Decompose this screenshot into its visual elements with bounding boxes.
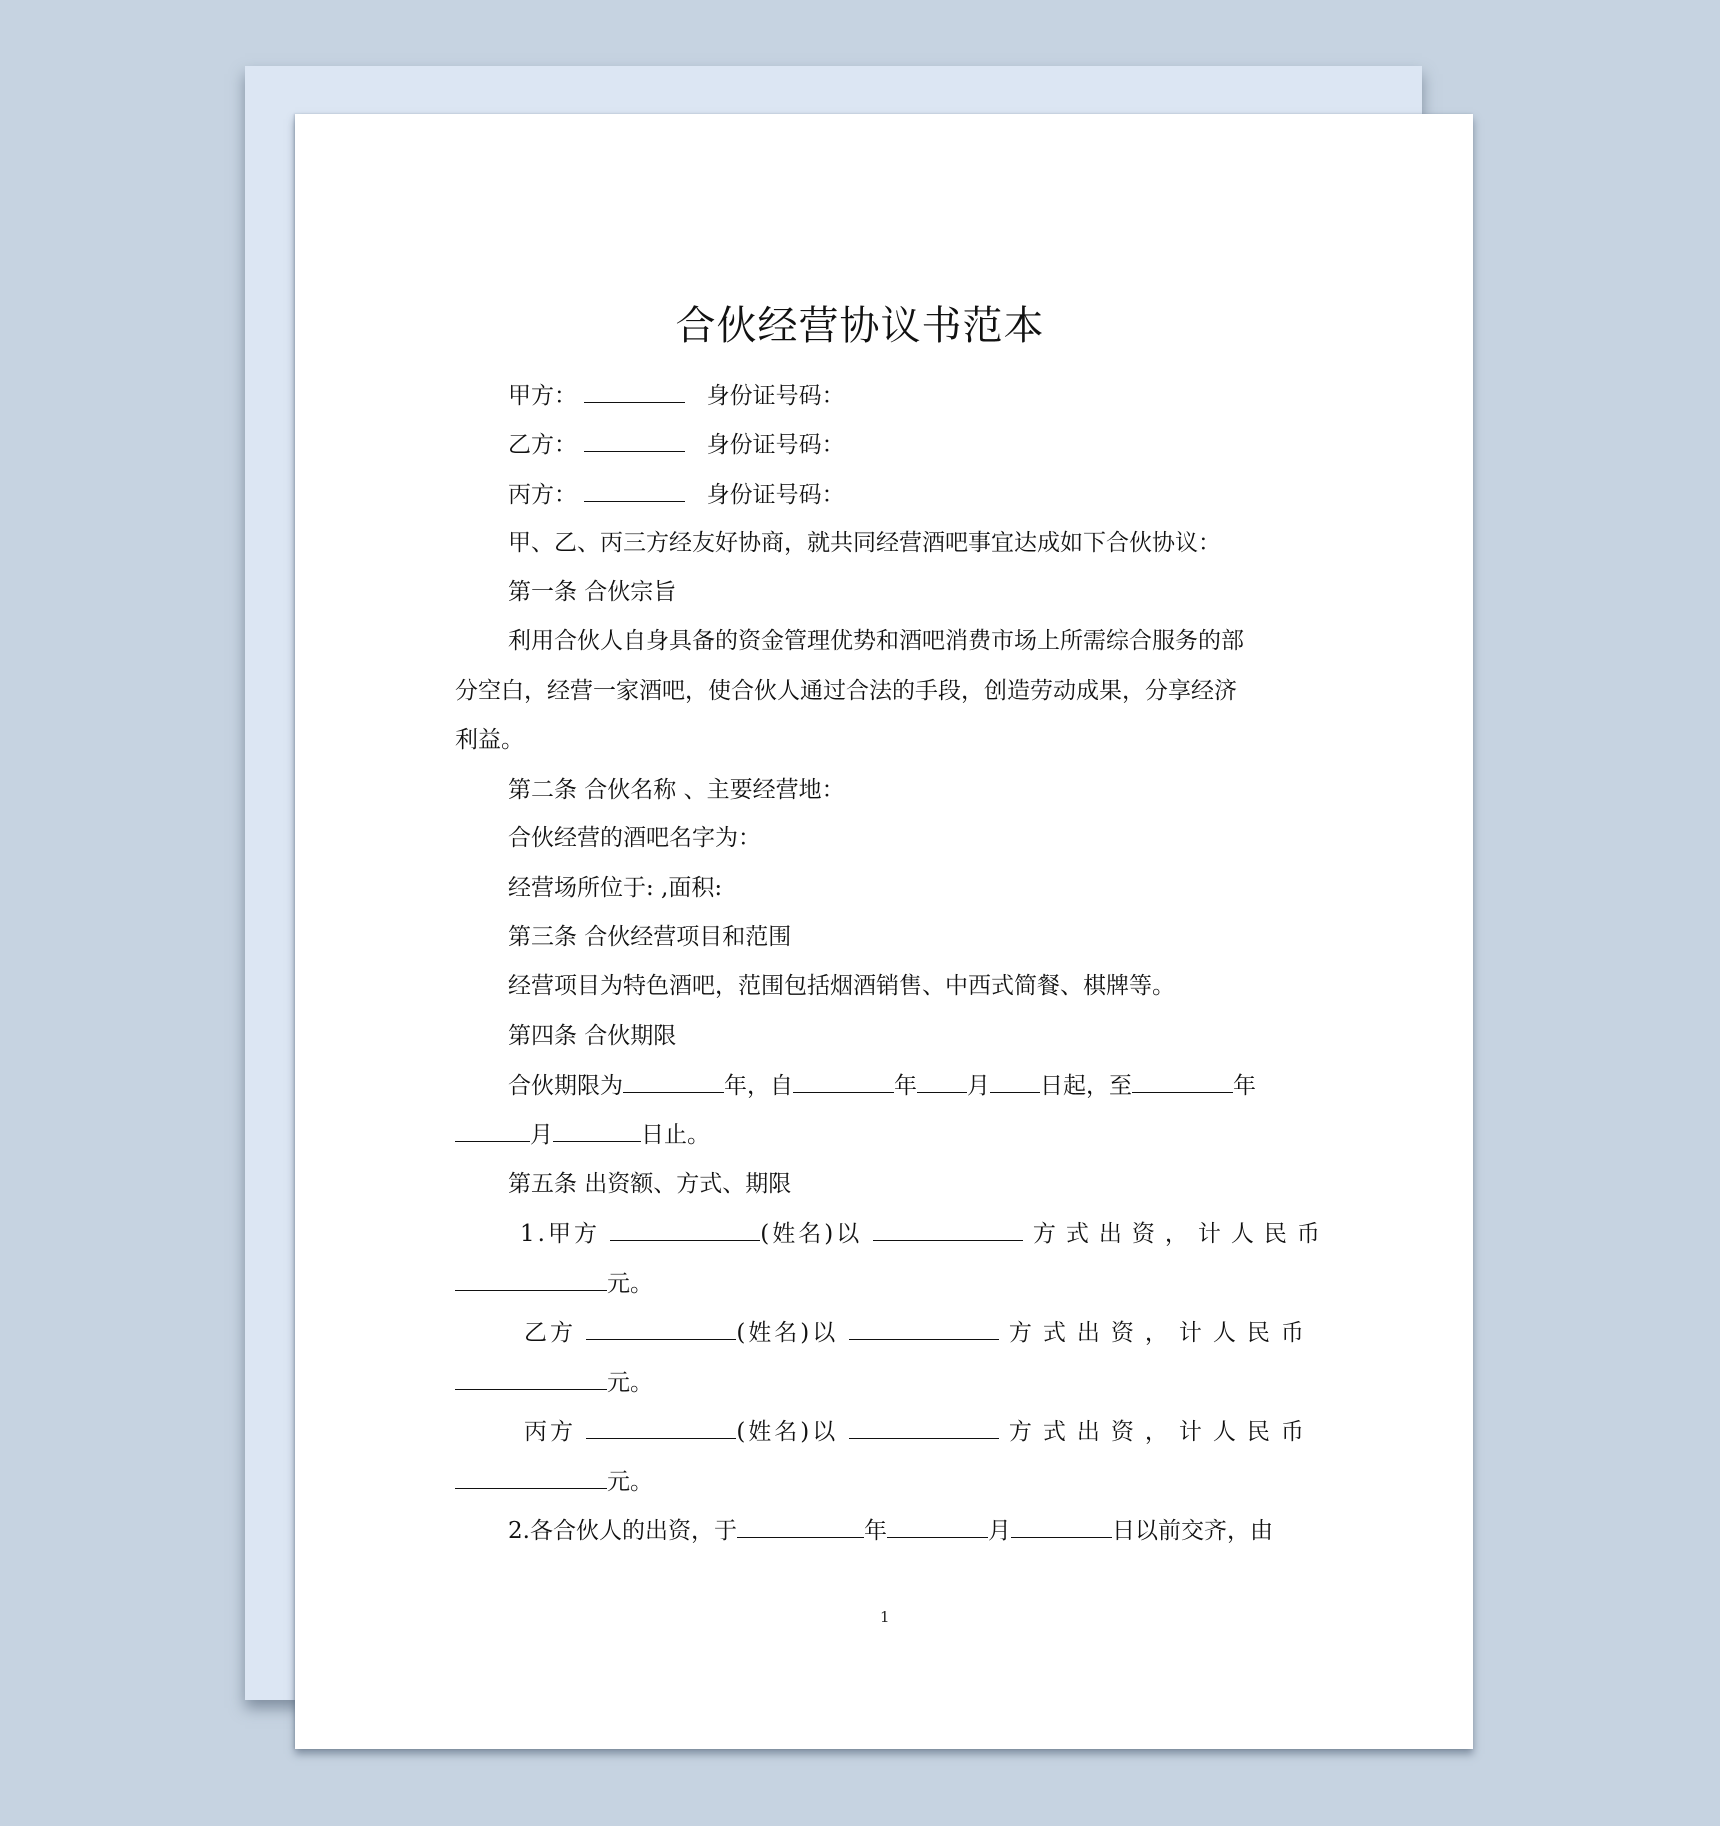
intro-paragraph: 甲、乙、丙三方经友好协商，就共同经营酒吧事宜达成如下合伙协议： xyxy=(508,530,1221,556)
contribution-method-blank[interactable] xyxy=(849,1317,999,1340)
party-line-a xyxy=(508,380,1319,411)
name-hint: (姓名)以 xyxy=(736,1320,839,1346)
article-4-heading: 第四条 合伙期限 xyxy=(508,1023,677,1049)
article-1-text-line: 利益。 xyxy=(455,727,524,753)
start-day-label: 日起，至 xyxy=(1040,1073,1132,1099)
contribution-amount-line-a xyxy=(455,1268,1319,1299)
article-5-heading: 第五条 出资额、方式、期限 xyxy=(508,1171,792,1197)
deadline-year-label: 年 xyxy=(863,1518,887,1544)
document-title: 合伙经营协议书范本 xyxy=(675,303,1045,349)
contribution-line-b xyxy=(524,1317,1319,1348)
deadline-year-blank[interactable] xyxy=(737,1515,864,1538)
contribution-method-label: 方式出资，计人民币 xyxy=(1008,1419,1315,1445)
contribution-line-c xyxy=(524,1416,1319,1447)
party-name-blank[interactable] xyxy=(584,380,685,403)
term-line xyxy=(508,1070,1319,1101)
contribution-method-blank[interactable] xyxy=(849,1416,999,1439)
contributor-label: 1.甲方 xyxy=(520,1221,600,1247)
start-year-blank[interactable] xyxy=(793,1070,894,1093)
end-month-label: 月 xyxy=(530,1122,553,1148)
contributor-label: 乙方 xyxy=(524,1320,576,1346)
party-label: 乙方： xyxy=(508,432,577,458)
term-year-label: 年，自 xyxy=(724,1073,793,1099)
contributor-name-blank[interactable] xyxy=(586,1317,736,1340)
contribution-amount-blank[interactable] xyxy=(455,1466,607,1489)
start-day-blank[interactable] xyxy=(990,1070,1040,1093)
page-number: 1 xyxy=(880,1608,890,1626)
party-name-blank[interactable] xyxy=(584,429,685,452)
article-1-heading: 第一条 合伙宗旨 xyxy=(508,579,677,605)
party-line-c xyxy=(508,479,1319,510)
article-3-heading: 第三条 合伙经营项目和范围 xyxy=(508,924,792,950)
deadline-month-label: 月 xyxy=(987,1518,1011,1544)
article-1-text-line: 利用合伙人自身具备的资金管理优势和酒吧消费市场上所需综合服务的部 xyxy=(508,628,1244,654)
currency-unit: 元。 xyxy=(607,1469,653,1495)
end-year-label: 年 xyxy=(1233,1073,1256,1099)
end-month-blank[interactable] xyxy=(455,1119,530,1142)
contributor-label: 丙方 xyxy=(524,1419,576,1445)
contribution-amount-blank[interactable] xyxy=(455,1367,607,1390)
deadline-day-blank[interactable] xyxy=(1011,1515,1112,1538)
start-year-label: 年 xyxy=(894,1073,917,1099)
name-hint: (姓名)以 xyxy=(736,1419,839,1445)
contribution-method-label: 方式出资，计人民币 xyxy=(1008,1320,1315,1346)
term-years-blank[interactable] xyxy=(623,1070,724,1093)
contribution-amount-blank[interactable] xyxy=(455,1268,607,1291)
contribution-line-a xyxy=(520,1218,1330,1249)
id-number-label: 身份证号码： xyxy=(706,383,845,409)
currency-unit: 元。 xyxy=(607,1370,653,1396)
party-line-b xyxy=(508,429,1319,460)
name-hint: (姓名)以 xyxy=(760,1221,863,1247)
contribution-amount-line-c xyxy=(455,1466,1319,1497)
contribution-method-label: 方式出资，计人民币 xyxy=(1032,1221,1330,1247)
start-month-blank[interactable] xyxy=(917,1070,967,1093)
start-month-label: 月 xyxy=(967,1073,990,1099)
party-label: 丙方： xyxy=(508,482,577,508)
bar-name-line: 合伙经营的酒吧名字为： xyxy=(508,825,761,851)
id-number-label: 身份证号码： xyxy=(706,482,845,508)
article-2-heading: 第二条 合伙名称 、主要经营地： xyxy=(508,777,845,803)
party-label: 甲方： xyxy=(508,383,577,409)
contribution-amount-line-b xyxy=(455,1367,1319,1398)
end-day-label: 日止。 xyxy=(641,1122,710,1148)
term-line-end xyxy=(455,1119,1319,1150)
deadline-month-blank[interactable] xyxy=(887,1515,988,1538)
contribution-method-blank[interactable] xyxy=(873,1218,1023,1241)
business-scope-line: 经营项目为特色酒吧，范围包括烟酒销售、中西式简餐、棋牌等。 xyxy=(508,973,1175,999)
contributor-name-blank[interactable] xyxy=(610,1218,760,1241)
article-1-text-line: 分空白，经营一家酒吧，使合伙人通过合法的手段，创造劳动成果，分享经济 xyxy=(455,678,1237,704)
end-year-blank[interactable] xyxy=(1132,1070,1233,1093)
party-name-blank[interactable] xyxy=(584,479,685,502)
currency-unit: 元。 xyxy=(607,1271,653,1297)
term-prefix: 合伙期限为 xyxy=(508,1073,623,1099)
deadline-suffix: 日以前交齐，由 xyxy=(1111,1518,1273,1544)
end-day-blank[interactable] xyxy=(553,1119,641,1142)
id-number-label: 身份证号码： xyxy=(706,432,845,458)
contributor-name-blank[interactable] xyxy=(586,1416,736,1439)
deadline-prefix: 2.各合伙人的出资，于 xyxy=(508,1518,737,1544)
location-line: 经营场所位于: ,面积: xyxy=(508,875,723,901)
contribution-deadline-line xyxy=(508,1515,1319,1546)
